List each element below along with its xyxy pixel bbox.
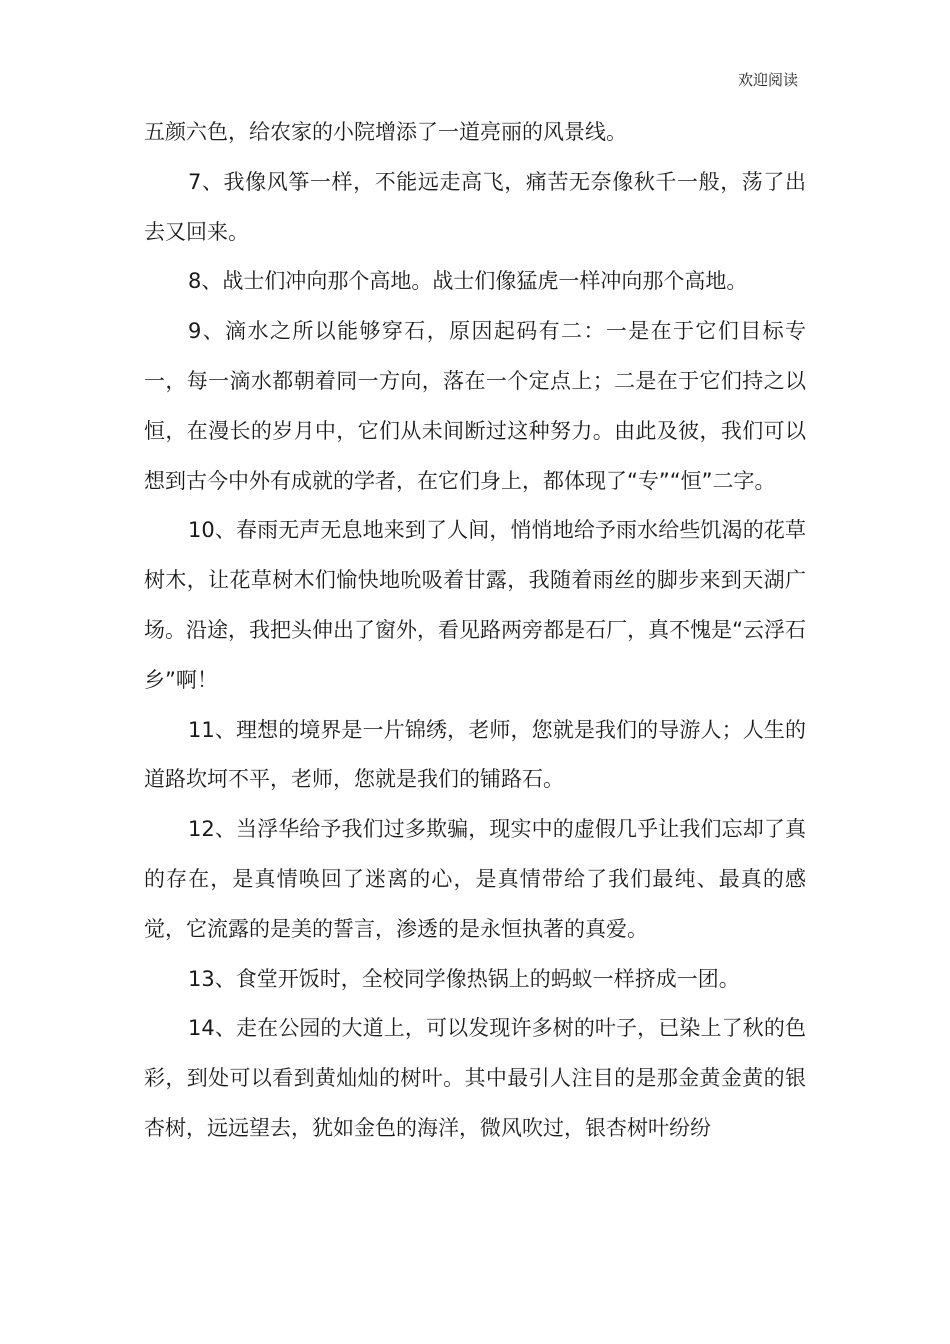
paragraph-item-12: 12、当浮华给予我们过多欺骗，现实中的虚假几乎让我们忘却了真的存在，是真情唤回了迷离的心，是真情带给了我们最纯、最真的感觉，它流露的是美的誓言，渗透的是永恒执著的真爱。: [144, 817, 806, 941]
page-header: 欢迎阅读: [737, 71, 798, 89]
paragraph-item-9: 9、滴水之所以能够穿石，原因起码有二：一是在于它们目标专一，每一滴水都朝着同一方向，落在一个定点上；二是在于它们持之以恒，在漫长的岁月中，它们从未间断过这种努力。由此及彼，我们可以想到古今中外有成就的学者，在它们身上，都体现了“专”“恒”二字。: [144, 319, 806, 493]
paragraph-item-7: 7、我像风筝一样，不能远走高飞，痛苦无奈像秋千一般，荡了出去又回来。: [144, 169, 806, 244]
paragraph-item-10: 10、春雨无声无息地来到了人间，悄悄地给予雨水给些饥渴的花草树木，让花草树木们愉快地吮吸着甘露，我随着雨丝的脚步来到天湖广场。沿途，我把头伸出了窗外，看见路两旁都是石厂，真不愧是“云浮石乡”啊！: [144, 518, 806, 692]
paragraph-item-14: 14、走在公园的大道上，可以发现许多树的叶子，已染上了秋的色彩，到处可以看到黄灿灿的树叶。其中最引人注目的是那金黄金黄的银杏树，远远望去，犹如金色的海洋，微风吹过，银杏树叶纷纷: [144, 1016, 806, 1140]
paragraph-item-8: 8、战士们冲向那个高地。战士们像猛虎一样冲向那个高地。: [188, 269, 748, 294]
paragraph-item-11: 11、理想的境界是一片锦绣，老师，您就是我们的导游人；人生的道路坎坷不平，老师，您就是我们的铺路石。: [144, 717, 806, 792]
paragraph-continuation: 五颜六色，给农家的小院增添了一道亮丽的风景线。: [144, 120, 627, 144]
paragraph-item-13: 13、食堂开饭时，全校同学像热锅上的蚂蚁一样挤成一团。: [188, 966, 740, 991]
document-body: [144, 108, 806, 1154]
